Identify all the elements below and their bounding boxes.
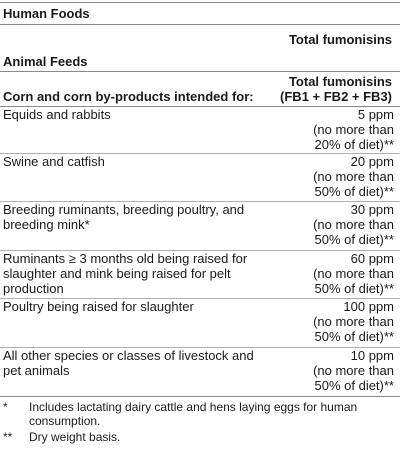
footnote-mark: * [3, 400, 8, 414]
animal-feeds-rule [0, 71, 400, 72]
table-row-animal: Breeding ruminants, breeding poultry, and breeding mink* [3, 202, 245, 232]
table-row-limit: 20 ppm (no more than 50% of diet)** [313, 154, 394, 199]
corn-products-label: Corn and corn by-products intended for: [3, 89, 254, 104]
table-row-animal: Poultry being raised for slaughter [3, 299, 194, 314]
table-row-limit: 5 ppm (no more than 20% of diet)** [313, 107, 394, 152]
human-foods-column-header: Total fumonisins [288, 32, 392, 47]
table-row-limit: 30 ppm (no more than 50% of diet)** [313, 202, 394, 247]
table-bottom-rule [0, 396, 400, 397]
footnote-text: Includes lactating dairy cattle and hens laying eggs for human consumption. [29, 400, 358, 428]
animal-feeds-title: Animal Feeds [3, 54, 88, 69]
table-row-animal: Swine and catfish [3, 154, 105, 169]
table-row-animal: All other species or classes of livestock and pet animals [3, 348, 254, 378]
human-foods-rule [0, 24, 400, 25]
human-foods-title: Human Foods [3, 6, 90, 21]
table-row-animal: Ruminants ≥ 3 months old being raised for slaughter and mink being raised for pelt production [3, 251, 248, 296]
table-row-limit: 60 ppm (no more than 50% of diet)** [313, 251, 394, 296]
table-row-animal: Equids and rabbits [3, 107, 111, 122]
footnote-text: Dry weight basis. [29, 430, 121, 444]
top-rule [0, 2, 400, 3]
table-row-limit: 100 ppm (no more than 50% of diet)** [313, 299, 394, 344]
footnote-mark: ** [3, 430, 13, 444]
table-row-limit: 10 ppm (no more than 50% of diet)** [313, 348, 394, 393]
animal-feeds-column-header: Total fumonisins (FB1 + FB2 + FB3) [280, 74, 392, 104]
